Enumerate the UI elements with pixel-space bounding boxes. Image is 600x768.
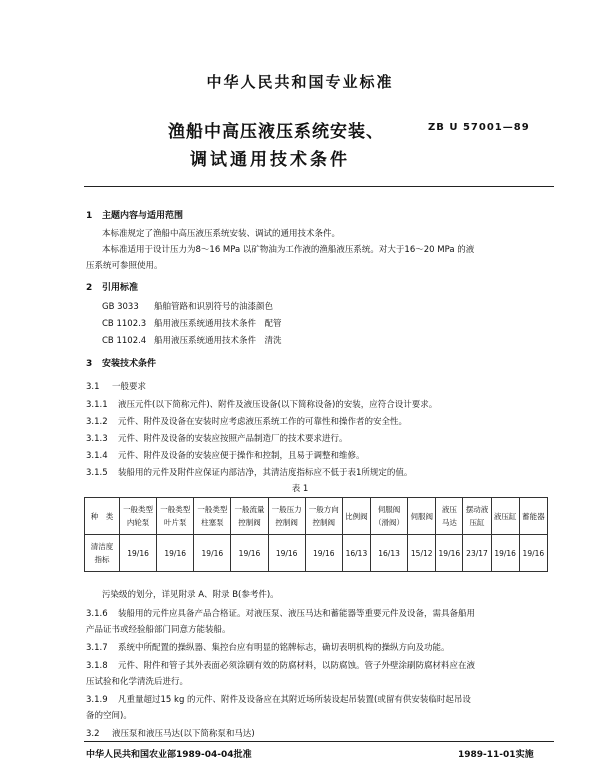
paragraph: 本标准适用于设计压力为8～16 MPa 以矿物油为工作液的渔船液压系统。对大于16～20 MPa 的液 [102, 245, 475, 255]
implementation-date: 1989-11-01实施 [458, 750, 534, 760]
section-number: 1 [86, 211, 93, 221]
reference-code: CB 1102.4 [102, 336, 147, 346]
section-title: 引用标准 [102, 283, 139, 293]
clause-text: 元件、附件和管子其外表面必须涂刷有效的防腐材料，以防腐蚀。管子外壁涂刷防腐材料应在液 [118, 661, 476, 671]
section-number: 2 [86, 283, 93, 293]
clause-number: 3.1.4 [86, 451, 108, 461]
footer-divider [84, 741, 554, 742]
clause-text: 系统中所配置的操纵器、集控台应有明显的铭牌标志，确切表明机构的操纵方向及功能。 [118, 643, 450, 653]
clause-cont: 压试验和化学清洗后进行。 [86, 677, 189, 687]
table-header-cell: 一般压力 控制阀 [268, 498, 305, 535]
section-title: 安装技术条件 [102, 359, 157, 369]
clause-number: 3.1.5 [86, 468, 108, 478]
table-cell: 19/16 [305, 535, 342, 572]
clause-text: 液压泵和液压马达(以下简称泵和马达) [112, 729, 255, 739]
table-caption: 表 1 [291, 484, 309, 494]
clause-item [86, 693, 471, 705]
table-cell: 19/16 [231, 535, 268, 572]
clause-number: 3.2 [86, 729, 100, 739]
table-header-cell: 比例阀 [342, 498, 370, 535]
table-cell: 19/16 [436, 535, 463, 572]
clause-text: 一般要求 [112, 382, 147, 392]
clause-item [86, 466, 412, 478]
clause-number: 3.1.2 [86, 417, 108, 427]
document-title-line2: 调试通用技术条件 [190, 150, 350, 170]
clause-text: 元件、附件及设备的安装应便于操作和控制，且易于调整和维修。 [118, 451, 365, 461]
table-cell: 19/16 [519, 535, 547, 572]
table-cell: 19/16 [491, 535, 519, 572]
table-cell: 23/17 [463, 535, 491, 572]
clause-text: 凡重量超过15 kg 的元件、附件及设备应在其附近场所装设起吊装置(或留有供安装临时起吊设 [118, 695, 471, 705]
standard-code: ZB U 57001—89 [428, 122, 530, 133]
clause-number: 3.1.9 [86, 695, 108, 705]
document-title-line1: 渔船中高压液压系统安装、 [168, 122, 384, 142]
clause-item [86, 398, 437, 410]
clause-text: 装船用的元件应具备产品合格证。对液压泵、液压马达和蓄能器等重要元件及设备，需具备船用 [118, 609, 476, 619]
clause-number: 3.1.3 [86, 434, 108, 444]
reference-item [102, 317, 282, 329]
table-row [85, 535, 548, 572]
clause-text: 元件、附件及设备的安装应按照产品制造厂的技术要求进行。 [118, 434, 348, 444]
clause-3-1 [86, 380, 146, 392]
standard-header: 中华人民共和国专业标准 [206, 73, 394, 91]
table-header-cell: 伺服阀 （滑阀） [371, 498, 408, 535]
reference-name: 船用液压系统通用技术条件 配管 [154, 319, 282, 329]
clause-number: 3.1.8 [86, 661, 108, 671]
paragraph-cont: 压系统可参照使用。 [86, 261, 163, 271]
clause-text: 液压元件(以下简称元件)、附件及液压设备(以下简称设备)的安装，应符合设计要求。 [118, 400, 438, 410]
section-number: 3 [86, 359, 93, 369]
table-cell: 19/16 [120, 535, 157, 572]
clause-item [86, 415, 407, 427]
table-header-cell: 一般类型 内轮泵 [120, 498, 157, 535]
table-header-cell: 液压 马达 [436, 498, 463, 535]
cleanliness-table [84, 497, 548, 572]
clause-number: 3.1 [86, 382, 100, 392]
table-header-cell: 一般方向 控制阀 [305, 498, 342, 535]
approval-date: 中华人民共和国农业部1989-04-04批准 [86, 750, 252, 760]
table-cell: 15/12 [408, 535, 436, 572]
clause-text: 元件、附件及设备在安装时应考虑液压系统工作的可靠性和操作者的安全性。 [118, 417, 408, 427]
table-header-cell: 蓄能器 [519, 498, 547, 535]
table-note: 污染级的划分，详见附录 A、附录 B(参考件)。 [102, 590, 279, 600]
clause-cont: 备的空间)。 [86, 711, 132, 721]
reference-name: 船舶管路和识别符号的油漆颜色 [154, 302, 274, 312]
clause-3-2 [86, 727, 255, 739]
section-2-heading [86, 280, 138, 293]
paragraph: 本标准规定了渔船中高压液压系统安装、调试的通用技术条件。 [102, 229, 341, 239]
table-cell: 16/13 [371, 535, 408, 572]
table-header-cell: 摆动液 压缸 [463, 498, 491, 535]
table-row-label: 清洁度 指标 [85, 535, 120, 572]
reference-code: GB 3033 [102, 302, 139, 312]
clause-number: 3.1.1 [86, 400, 108, 410]
section-3-heading [86, 356, 156, 369]
reference-item [102, 334, 282, 346]
table-cell: 16/13 [342, 535, 370, 572]
clause-item [86, 641, 450, 653]
reference-code: CB 1102.3 [102, 319, 147, 329]
table-header-cell: 一般类型 叶片泵 [157, 498, 194, 535]
clause-cont: 产品证书或经验船部门同意方能装船。 [86, 625, 231, 635]
table-header-row [85, 498, 548, 535]
table-cell: 19/16 [194, 535, 231, 572]
reference-name: 船用液压系统通用技术条件 清洗 [154, 336, 282, 346]
clause-number: 3.1.6 [86, 609, 108, 619]
header-divider [84, 186, 554, 187]
reference-item [102, 300, 273, 312]
clause-item [86, 449, 365, 461]
clause-item [86, 432, 348, 444]
clause-number: 3.1.7 [86, 643, 108, 653]
clause-text: 装船用的元件及附件应保证内部洁净，其清洁度指标应不低于表1所规定的值。 [118, 468, 413, 478]
clause-item [86, 607, 475, 619]
table-header-cell: 液压缸 [491, 498, 519, 535]
section-title: 主题内容与适用范围 [102, 211, 184, 221]
table-header-cell: 一般流量 控制阀 [231, 498, 268, 535]
table-cell: 19/16 [268, 535, 305, 572]
clause-item [86, 659, 475, 671]
table-header-cell: 一般类型 柱塞泵 [194, 498, 231, 535]
table-cell: 19/16 [157, 535, 194, 572]
section-1-heading [86, 208, 183, 221]
table-header-cell: 伺服阀 [408, 498, 436, 535]
table-header-cell: 种 类 [85, 498, 120, 535]
